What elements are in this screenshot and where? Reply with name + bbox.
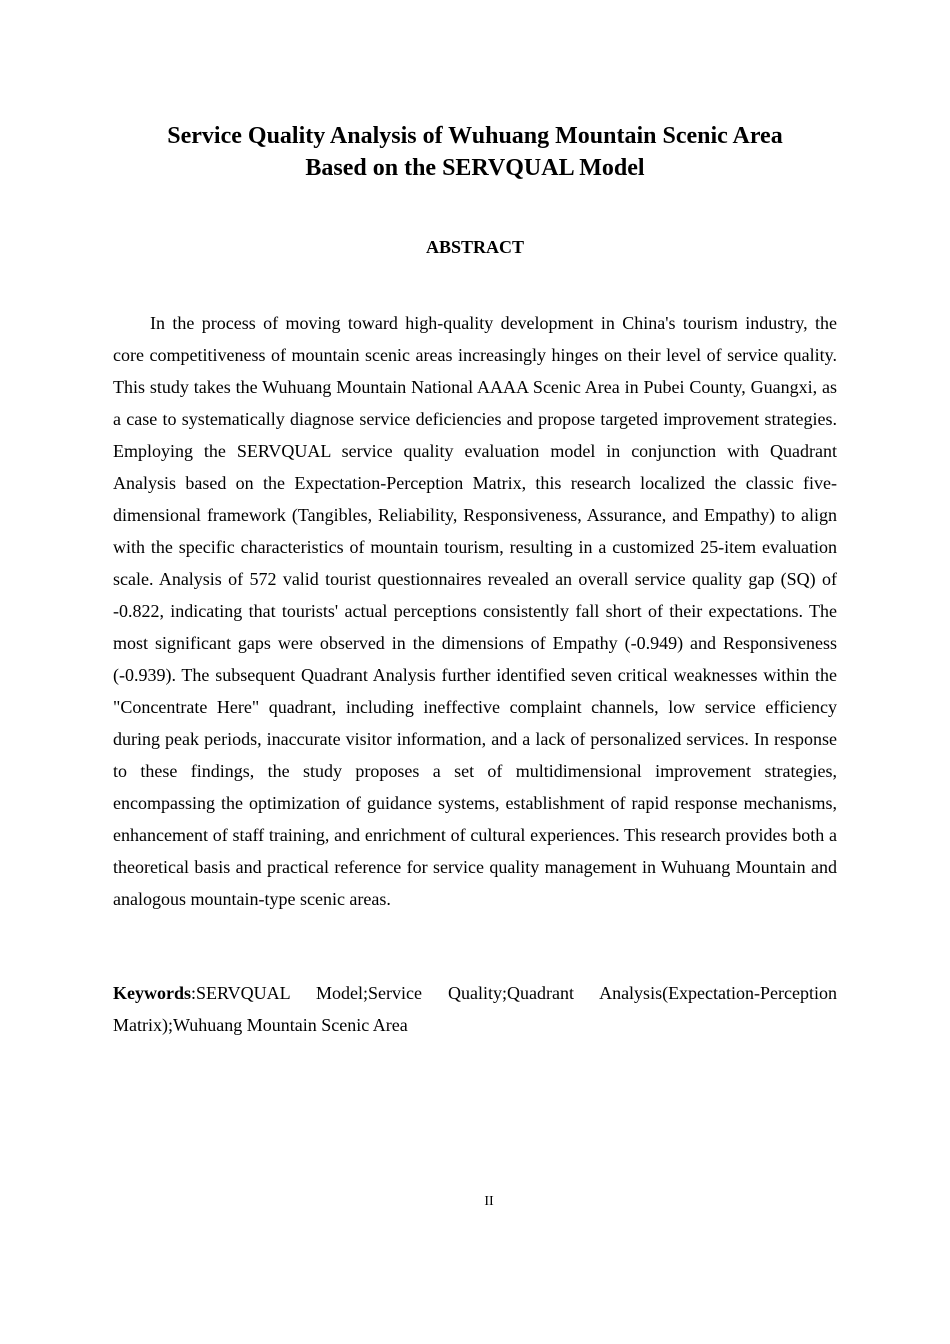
paper-title-line-1: Service Quality Analysis of Wuhuang Mountain Scenic Area bbox=[167, 123, 783, 149]
keywords-paragraph bbox=[113, 977, 837, 1041]
page-number: II bbox=[484, 1194, 494, 1209]
keywords-label: Keywords bbox=[113, 983, 191, 1003]
paper-title bbox=[100, 120, 850, 184]
abstract-heading: ABSTRACT bbox=[425, 237, 525, 257]
paper-title-line-2: Based on the SERVQUAL Model bbox=[305, 155, 645, 181]
abstract-body: In the process of moving toward high-quality development in China's tourism industry, the core competitiveness of mountain scenic areas increasingly hinges on their level of service quality. This study takes the Wuhuang Mountain National AAAA Scenic Area in Pubei County, Guangxi, as a case to systematically diagnose service deficiencies and propose targeted improvement strategies. Employing the SERVQUAL service quality evaluation model in conjunction with Quadrant Analysis based on the Expectation-Perception Matrix, this research localized the classic five-dimensional framework (Tangibles, Reliability, Responsiveness, Assurance, and Empathy) to align with the specific characteristics of mountain tourism, resulting in a customized 25-item evaluation scale. Analysis of 572 valid tourist questionnaires revealed an overall service quality gap (SQ) of -0.822, indicating that tourists' actual perceptions consistently fall short of their expectations. The most significant gaps were observed in the dimensions of Empathy (-0.949) and Responsiveness (-0.939). The subsequent Quadrant Analysis further identified seven critical weaknesses within the "Concentrate Here" quadrant, including ineffective complaint channels, low service efficiency during peak periods, inaccurate visitor information, and a lack of personalized services. In response to these findings, the study proposes a set of multidimensional improvement strategies, encompassing the optimization of guidance systems, establishment of rapid response mechanisms, enhancement of staff training, and enrichment of cultural experiences. This research provides both a theoretical basis and practical reference for service quality management in Wuhuang Mountain and analogous mountain-type scenic areas. bbox=[113, 313, 837, 909]
keywords-text: :SERVQUAL Model;Service Quality;Quadrant Analysis(Expectation-Perception Matrix);Wuhuang Mountain Scenic Area bbox=[113, 983, 837, 1035]
